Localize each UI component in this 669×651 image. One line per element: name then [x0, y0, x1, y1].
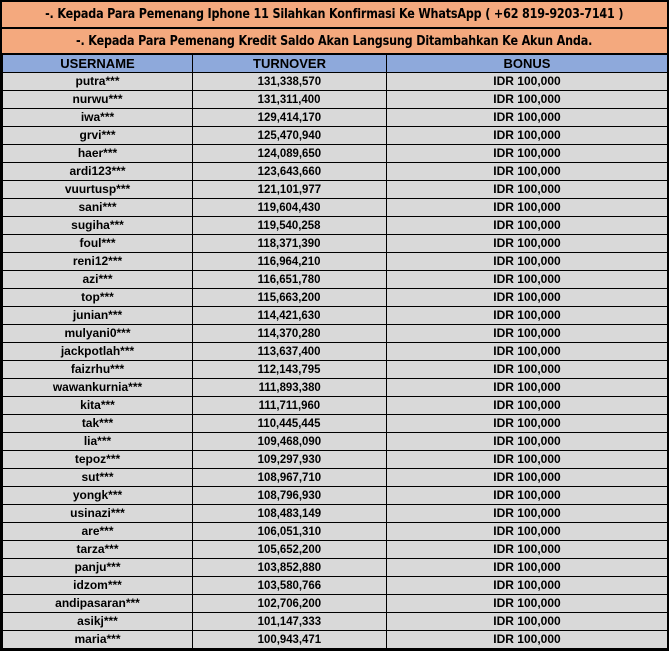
bonus-cell — [387, 91, 668, 109]
table-row — [3, 199, 668, 217]
bonus-cell-text: IDR 100,000 — [493, 326, 561, 340]
username-cell-text: lia*** — [83, 434, 112, 448]
bonus-cell-text: IDR 100,000 — [493, 416, 561, 430]
turnover-cell-text: 106,051,310 — [257, 524, 322, 538]
username-cell — [3, 523, 193, 541]
username-cell — [3, 91, 193, 109]
username-cell — [3, 145, 193, 163]
bonus-cell-text: IDR 100,000 — [493, 344, 561, 358]
username-cell-text: junian*** — [72, 308, 123, 322]
bonus-cell — [387, 469, 668, 487]
turnover-cell — [193, 469, 387, 487]
username-cell-text: are*** — [81, 524, 114, 538]
header-turnover: TURNOVER — [193, 55, 387, 73]
turnover-cell-text: 131,338,570 — [257, 74, 322, 88]
username-cell-text: usinazi*** — [70, 506, 125, 520]
username-cell — [3, 73, 193, 91]
username-cell-text: kita*** — [80, 398, 115, 412]
bonus-cell — [387, 235, 668, 253]
bonus-cell-text: IDR 100,000 — [493, 128, 561, 142]
bonus-cell-text: IDR 100,000 — [493, 488, 561, 502]
turnover-cell-text: 109,297,930 — [257, 452, 322, 466]
turnover-cell — [193, 271, 387, 289]
turnover-cell — [193, 433, 387, 451]
username-cell — [3, 343, 193, 361]
turnover-cell-text: 111,711,960 — [258, 398, 321, 412]
table-row — [3, 433, 668, 451]
header-username: USERNAME — [3, 55, 193, 73]
username-cell — [3, 181, 193, 199]
bonus-cell — [387, 307, 668, 325]
table-row — [3, 73, 668, 91]
bonus-cell — [387, 559, 668, 577]
credit-notice-banner — [2, 29, 667, 53]
bonus-cell — [387, 613, 668, 631]
bonus-cell-text: IDR 100,000 — [493, 272, 561, 286]
bonus-cell-text: IDR 100,000 — [493, 596, 561, 610]
turnover-cell-text: 116,964,210 — [258, 254, 321, 268]
username-cell-text: panju*** — [74, 560, 121, 574]
bonus-cell — [387, 109, 668, 127]
table-body — [3, 73, 668, 649]
table-row — [3, 523, 668, 541]
bonus-cell — [387, 325, 668, 343]
username-cell — [3, 289, 193, 307]
table-row — [3, 343, 668, 361]
username-cell-text: tak*** — [81, 416, 114, 430]
bonus-cell-text: IDR 100,000 — [493, 380, 561, 394]
turnover-cell-text: 124,089,650 — [257, 146, 322, 160]
turnover-cell — [193, 577, 387, 595]
table-row — [3, 613, 668, 631]
turnover-cell-text: 112,143,795 — [258, 362, 321, 376]
bonus-cell — [387, 217, 668, 235]
bonus-cell-text: IDR 100,000 — [493, 182, 561, 196]
bonus-cell-text: IDR 100,000 — [493, 218, 561, 232]
username-cell — [3, 469, 193, 487]
bonus-cell-text: IDR 100,000 — [493, 236, 561, 250]
username-cell-text: iwa*** — [80, 110, 115, 124]
bonus-cell — [387, 577, 668, 595]
bonus-cell — [387, 433, 668, 451]
turnover-cell-text: 103,580,766 — [257, 578, 322, 592]
username-cell — [3, 199, 193, 217]
username-cell — [3, 127, 193, 145]
username-cell-text: nurwu*** — [72, 92, 123, 106]
turnover-cell — [193, 91, 387, 109]
turnover-cell-text: 111,893,380 — [258, 380, 321, 394]
turnover-cell-text: 108,483,149 — [257, 506, 322, 520]
turnover-cell-text: 109,468,090 — [257, 434, 322, 448]
username-cell — [3, 109, 193, 127]
table-row — [3, 109, 668, 127]
table-row — [3, 145, 668, 163]
turnover-cell — [193, 595, 387, 613]
table-row — [3, 469, 668, 487]
whatsapp-notice-text: -. Kepada Para Pemenang Iphone 11 Silahkan Konfirmasi Ke WhatsApp ( +62 819-9203-7141 ) — [45, 7, 624, 22]
bonus-cell-text: IDR 100,000 — [493, 506, 561, 520]
turnover-cell-text: 105,652,200 — [257, 542, 322, 556]
turnover-cell — [193, 163, 387, 181]
table-row — [3, 217, 668, 235]
bonus-cell — [387, 631, 668, 649]
username-cell — [3, 361, 193, 379]
whatsapp-notice-banner — [2, 2, 667, 27]
table-row — [3, 253, 668, 271]
bonus-cell — [387, 415, 668, 433]
turnover-cell-text: 103,852,880 — [257, 560, 322, 574]
bonus-cell — [387, 181, 668, 199]
username-cell-text: haer*** — [77, 146, 118, 160]
bonus-cell-text: IDR 100,000 — [493, 452, 561, 466]
bonus-cell-text: IDR 100,000 — [493, 164, 561, 178]
table-row — [3, 325, 668, 343]
turnover-cell — [193, 379, 387, 397]
turnover-cell-text: 125,470,940 — [257, 128, 322, 142]
username-cell-text: mulyani0*** — [64, 326, 131, 340]
bonus-cell — [387, 73, 668, 91]
table-row — [3, 91, 668, 109]
table-row — [3, 361, 668, 379]
bonus-cell-text: IDR 100,000 — [493, 614, 561, 628]
username-cell-text: asikj*** — [77, 614, 118, 628]
turnover-cell — [193, 361, 387, 379]
username-cell — [3, 271, 193, 289]
bonus-cell-text: IDR 100,000 — [493, 560, 561, 574]
turnover-cell-text: 102,706,200 — [257, 596, 322, 610]
turnover-cell — [193, 487, 387, 505]
username-cell — [3, 559, 193, 577]
bonus-cell-text: IDR 100,000 — [493, 110, 561, 124]
username-cell-text: sugiha*** — [71, 218, 124, 232]
turnover-cell-text: 108,967,710 — [257, 470, 322, 484]
bonus-cell-text: IDR 100,000 — [493, 308, 561, 322]
table-row — [3, 595, 668, 613]
turnover-cell-text: 119,604,430 — [258, 200, 321, 214]
table-row — [3, 541, 668, 559]
turnover-cell — [193, 127, 387, 145]
username-cell — [3, 505, 193, 523]
username-cell — [3, 307, 193, 325]
turnover-cell — [193, 235, 387, 253]
table-row — [3, 631, 668, 649]
turnover-cell-text: 114,421,630 — [258, 308, 321, 322]
bonus-cell — [387, 163, 668, 181]
turnover-cell — [193, 343, 387, 361]
username-cell — [3, 541, 193, 559]
turnover-cell-text: 131,311,400 — [258, 92, 321, 106]
table-row — [3, 289, 668, 307]
username-cell-text: andipasaran*** — [55, 596, 140, 610]
credit-notice-text: -. Kepada Para Pemenang Kredit Saldo Akan Langsung Ditambahkan Ke Akun Anda. — [76, 33, 593, 49]
username-cell-text: grvi*** — [79, 128, 116, 142]
username-cell-text: foul*** — [79, 236, 116, 250]
turnover-cell — [193, 325, 387, 343]
bonus-cell-text: IDR 100,000 — [493, 542, 561, 556]
bonus-cell — [387, 271, 668, 289]
turnover-cell-text: 115,663,200 — [258, 290, 321, 304]
username-cell-text: sut*** — [81, 470, 114, 484]
username-cell — [3, 415, 193, 433]
turnover-cell-text: 119,540,258 — [258, 218, 321, 232]
username-cell-text: top*** — [81, 290, 114, 304]
header-row — [3, 55, 668, 73]
turnover-cell-text: 116,651,780 — [258, 272, 321, 286]
table-row — [3, 487, 668, 505]
turnover-cell — [193, 415, 387, 433]
table-row — [3, 235, 668, 253]
bonus-cell-text: IDR 100,000 — [493, 434, 561, 448]
bonus-cell — [387, 379, 668, 397]
username-cell — [3, 379, 193, 397]
username-cell — [3, 487, 193, 505]
username-cell — [3, 235, 193, 253]
turnover-cell-text: 110,445,445 — [258, 416, 321, 430]
bonus-cell-text: IDR 100,000 — [493, 146, 561, 160]
username-cell-text: jackpotlah*** — [60, 344, 135, 358]
turnover-cell — [193, 181, 387, 199]
turnover-cell-text: 123,643,660 — [257, 164, 322, 178]
bonus-cell-text: IDR 100,000 — [493, 200, 561, 214]
username-cell — [3, 217, 193, 235]
table-row — [3, 163, 668, 181]
turnover-cell — [193, 217, 387, 235]
turnover-cell — [193, 199, 387, 217]
username-cell-text: azi*** — [82, 272, 113, 286]
bonus-cell — [387, 199, 668, 217]
table-row — [3, 415, 668, 433]
username-cell-text: vuurtusp*** — [64, 182, 131, 196]
turnover-cell — [193, 109, 387, 127]
username-cell — [3, 613, 193, 631]
bonus-cell — [387, 343, 668, 361]
turnover-cell-text: 101,147,333 — [257, 614, 322, 628]
bonus-cell — [387, 127, 668, 145]
username-cell-text: faizrhu*** — [70, 362, 125, 376]
bonus-cell — [387, 523, 668, 541]
turnover-cell-text: 100,943,471 — [257, 632, 322, 646]
bonus-cell — [387, 487, 668, 505]
username-cell-text: tarza*** — [76, 542, 119, 556]
table-row — [3, 559, 668, 577]
turnover-cell-text: 113,637,400 — [258, 344, 321, 358]
header-bonus: BONUS — [387, 55, 668, 73]
table-row — [3, 271, 668, 289]
username-cell — [3, 397, 193, 415]
table-header — [3, 55, 668, 73]
username-cell — [3, 631, 193, 649]
winners-table — [2, 54, 668, 649]
bonus-cell — [387, 595, 668, 613]
bonus-cell-text: IDR 100,000 — [493, 290, 561, 304]
turnover-cell — [193, 307, 387, 325]
username-cell — [3, 163, 193, 181]
bonus-cell-text: IDR 100,000 — [493, 578, 561, 592]
turnover-cell — [193, 631, 387, 649]
turnover-cell-text: 118,371,390 — [258, 236, 321, 250]
turnover-cell — [193, 397, 387, 415]
bonus-cell-text: IDR 100,000 — [493, 632, 561, 646]
bonus-cell — [387, 505, 668, 523]
bonus-cell — [387, 145, 668, 163]
turnover-cell — [193, 505, 387, 523]
username-cell-text: sani*** — [78, 200, 117, 214]
table-row — [3, 379, 668, 397]
username-cell — [3, 325, 193, 343]
bonus-cell-text: IDR 100,000 — [493, 524, 561, 538]
username-cell — [3, 253, 193, 271]
turnover-cell-text: 108,796,930 — [257, 488, 322, 502]
bonus-cell-text: IDR 100,000 — [493, 470, 561, 484]
bonus-cell-text: IDR 100,000 — [493, 254, 561, 268]
turnover-cell — [193, 253, 387, 271]
turnover-cell — [193, 289, 387, 307]
username-cell-text: wawankurnia*** — [52, 380, 143, 394]
turnover-cell-text: 114,370,280 — [258, 326, 321, 340]
username-cell-text: idzom*** — [73, 578, 122, 592]
username-cell — [3, 577, 193, 595]
table-row — [3, 577, 668, 595]
table-row — [3, 451, 668, 469]
turnover-cell-text: 121,101,977 — [257, 182, 322, 196]
turnover-cell-text: 129,414,170 — [257, 110, 322, 124]
bonus-cell-text: IDR 100,000 — [493, 362, 561, 376]
bonus-cell — [387, 289, 668, 307]
username-cell — [3, 451, 193, 469]
username-cell-text: reni12*** — [72, 254, 123, 268]
bonus-cell-text: IDR 100,000 — [493, 74, 561, 88]
turnover-cell — [193, 451, 387, 469]
table-row — [3, 505, 668, 523]
turnover-cell — [193, 541, 387, 559]
bonus-cell — [387, 397, 668, 415]
bonus-cell — [387, 253, 668, 271]
username-cell — [3, 595, 193, 613]
bonus-cell — [387, 451, 668, 469]
turnover-cell — [193, 145, 387, 163]
table-row — [3, 307, 668, 325]
bonus-cell-text: IDR 100,000 — [493, 92, 561, 106]
table-row — [3, 181, 668, 199]
table-row — [3, 127, 668, 145]
username-cell-text: ardi123*** — [69, 164, 126, 178]
bonus-cell — [387, 541, 668, 559]
username-cell-text: tepoz*** — [74, 452, 121, 466]
turnover-cell — [193, 613, 387, 631]
username-cell-text: yongk*** — [72, 488, 123, 502]
turnover-cell — [193, 523, 387, 541]
bonus-cell-text: IDR 100,000 — [493, 398, 561, 412]
username-cell-text: putra*** — [75, 74, 120, 88]
username-cell — [3, 433, 193, 451]
table-row — [3, 397, 668, 415]
turnover-cell — [193, 559, 387, 577]
turnover-cell — [193, 73, 387, 91]
username-cell-text: maria*** — [74, 632, 121, 646]
bonus-cell — [387, 361, 668, 379]
